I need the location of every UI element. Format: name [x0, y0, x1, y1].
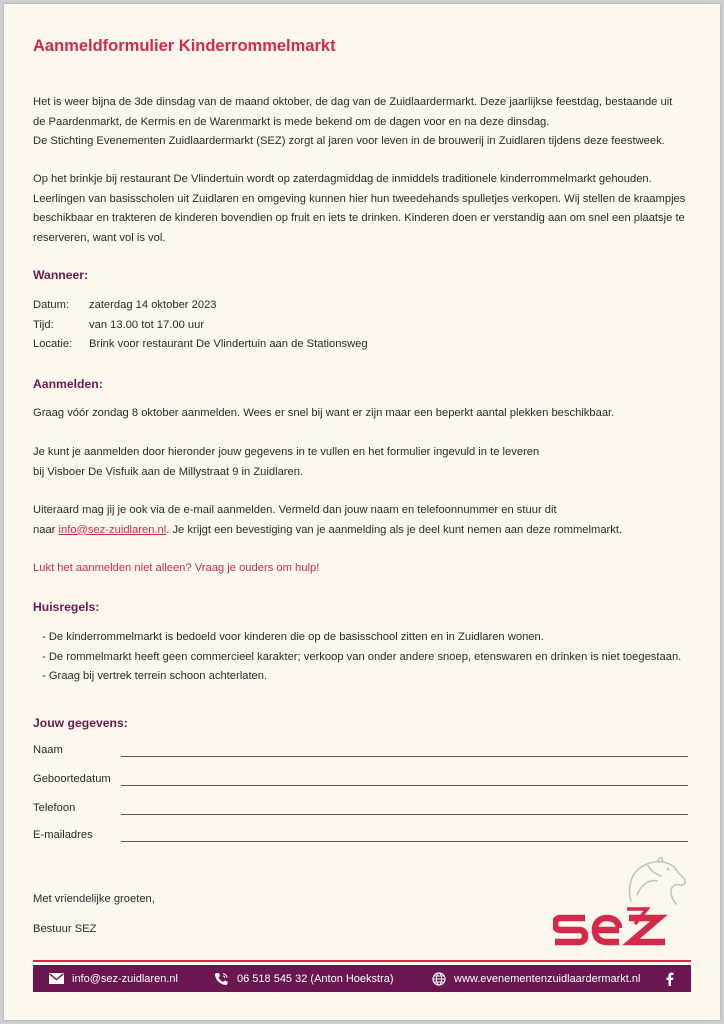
footer-email-text: info@sez-zuidlaren.nl [72, 972, 178, 985]
field-label: Naam [33, 744, 63, 756]
intro-line: Het is weer bijna de 3de dinsdag van de maand oktober, de dag van de Zuidlaardermarkt. Deze jaarlijkse feestdag, bestaande uit [33, 96, 673, 108]
email-field[interactable] [121, 841, 688, 842]
detail-key: Locatie: [33, 338, 73, 350]
detail-key: Datum: [33, 299, 70, 311]
detail-row-date [33, 296, 368, 316]
rule-item: - De kinderrommelmarkt is bedoeld voor kinderen die op de basisschool zitten en in Zuidlaren wonen. [42, 631, 544, 643]
phone-field[interactable] [121, 814, 688, 815]
form-row-name [33, 744, 688, 758]
aanmelden-paragraph-1: Graag vóór zondag 8 oktober aanmelden. Wees er snel bij want er zijn maar een beperkt aantal plekken beschikbaar. [33, 407, 615, 419]
footer-bar [33, 965, 691, 992]
intro-line: De Stichting Evenementen Zuidlaardermarkt (SEZ) zorgt al jaren voor leven in de brouwerij in Zuidlaren tijdens deze feestweek. [33, 135, 665, 147]
sez-logo-wordmark [555, 909, 665, 942]
field-label: Geboortedatum [33, 773, 111, 785]
aanmelden-line: Je kunt je aanmelden door hieronder jouw gegevens in te vullen en het formulier ingevuld in te leveren [33, 446, 540, 458]
phone-icon [214, 972, 229, 986]
globe-icon [432, 972, 446, 986]
detail-key: Tijd: [33, 318, 54, 331]
aanmelden-text: . Je krijgt een bevestiging van je aanmelding als je deel kunt nemen aan deze rommelmarkt. [166, 523, 623, 536]
event-details [33, 296, 368, 355]
detail-value: Brink voor restaurant De Vlindertuin aan de Stationsweg [89, 338, 368, 350]
detail-row-location [33, 335, 368, 355]
detail-value: zaterdag 14 oktober 2023 [89, 299, 217, 311]
footer-email[interactable] [49, 965, 178, 992]
aanmelden-line: Uiteraard mag jij je ook via de e-mail aanmelden. Vermeld dan jouw naam en telefoonnummer en stuur dit [33, 504, 557, 516]
footer-divider [33, 960, 691, 962]
aanmelden-paragraph-3 [33, 501, 622, 540]
aanmelden-paragraph-2 [33, 443, 539, 482]
aanmelden-heading: Aanmelden: [33, 377, 103, 391]
closing-greeting: Met vriendelijke groeten, [33, 893, 155, 905]
footer-website[interactable] [432, 965, 640, 992]
footer-phone-text: 06 518 545 32 (Anton Hoekstra) [237, 972, 394, 985]
name-field[interactable] [121, 756, 688, 757]
description-line: reserveren, want vol is vol. [33, 231, 166, 244]
wanneer-heading: Wanneer: [33, 268, 89, 282]
huisregels-heading: Huisregels: [33, 600, 100, 614]
help-notice: Lukt het aanmelden niet alleen? Vraag je ouders om hulp! [33, 562, 320, 574]
facebook-link[interactable] [666, 965, 682, 992]
description-paragraph [33, 170, 685, 248]
form-row-email [33, 829, 688, 843]
rule-item: - Graag bij vertrek terrein schoon achterlaten. [42, 670, 268, 682]
aanmelden-line: bij Visboer De Visfuik aan de Millystraat 9 in Zuidlaren. [33, 465, 304, 478]
rule-item: - De rommelmarkt heeft geen commercieel karakter; verkoop van onder andere snoep, etenswaren en drinken is niet toegestaan. [42, 650, 682, 663]
sez-logo [553, 857, 689, 953]
description-line: beschikbaar en trakteren de kinderen bovendien op fruit en iets te drinken. Kinderen doen er verstandig aan om snel een plaatsje te [33, 212, 685, 224]
detail-value: van 13.00 tot 17.00 uur [89, 318, 205, 331]
detail-row-time [33, 316, 368, 336]
intro-line: de Paardenmarkt, de Kermis en de Warenmarkt is mede bekend om de dagen voor en na deze dinsdag. [33, 115, 550, 128]
form-row-birthdate [33, 773, 688, 787]
description-line: Leerlingen van basisscholen uit Zuidlaren en omgeving kunnen hier hun tweedehands spulletjes verkopen. Wij stellen de kraampjes [33, 192, 686, 205]
intro-paragraph [33, 93, 672, 152]
aanmelden-line [33, 521, 622, 541]
email-link[interactable]: info@sez-zuidlaren.nl [58, 523, 167, 536]
rules-list [42, 628, 681, 687]
facebook-icon [666, 972, 674, 986]
gegevens-heading: Jouw gegevens: [33, 716, 128, 730]
document-page [4, 4, 720, 1020]
field-label: Telefoon [33, 802, 76, 814]
birthdate-field[interactable] [121, 785, 688, 786]
envelope-icon [49, 973, 64, 984]
form-row-phone [33, 802, 688, 816]
description-line: Op het brinkje bij restaurant De Vlindertuin wordt op zaterdagmiddag de inmiddels traditionele kinderrommelmarkt gehouden. [33, 173, 652, 185]
closing-signature: Bestuur SEZ [33, 923, 97, 935]
footer-website-text: www.evenementenzuidlaardermarkt.nl [454, 972, 641, 985]
page-title: Aanmeldformulier Kinderrommelmarkt [33, 37, 336, 55]
aanmelden-text: naar [33, 523, 59, 536]
field-label: E-mailadres [33, 829, 93, 841]
horse-head-icon [630, 857, 686, 904]
footer-phone[interactable] [214, 965, 394, 992]
